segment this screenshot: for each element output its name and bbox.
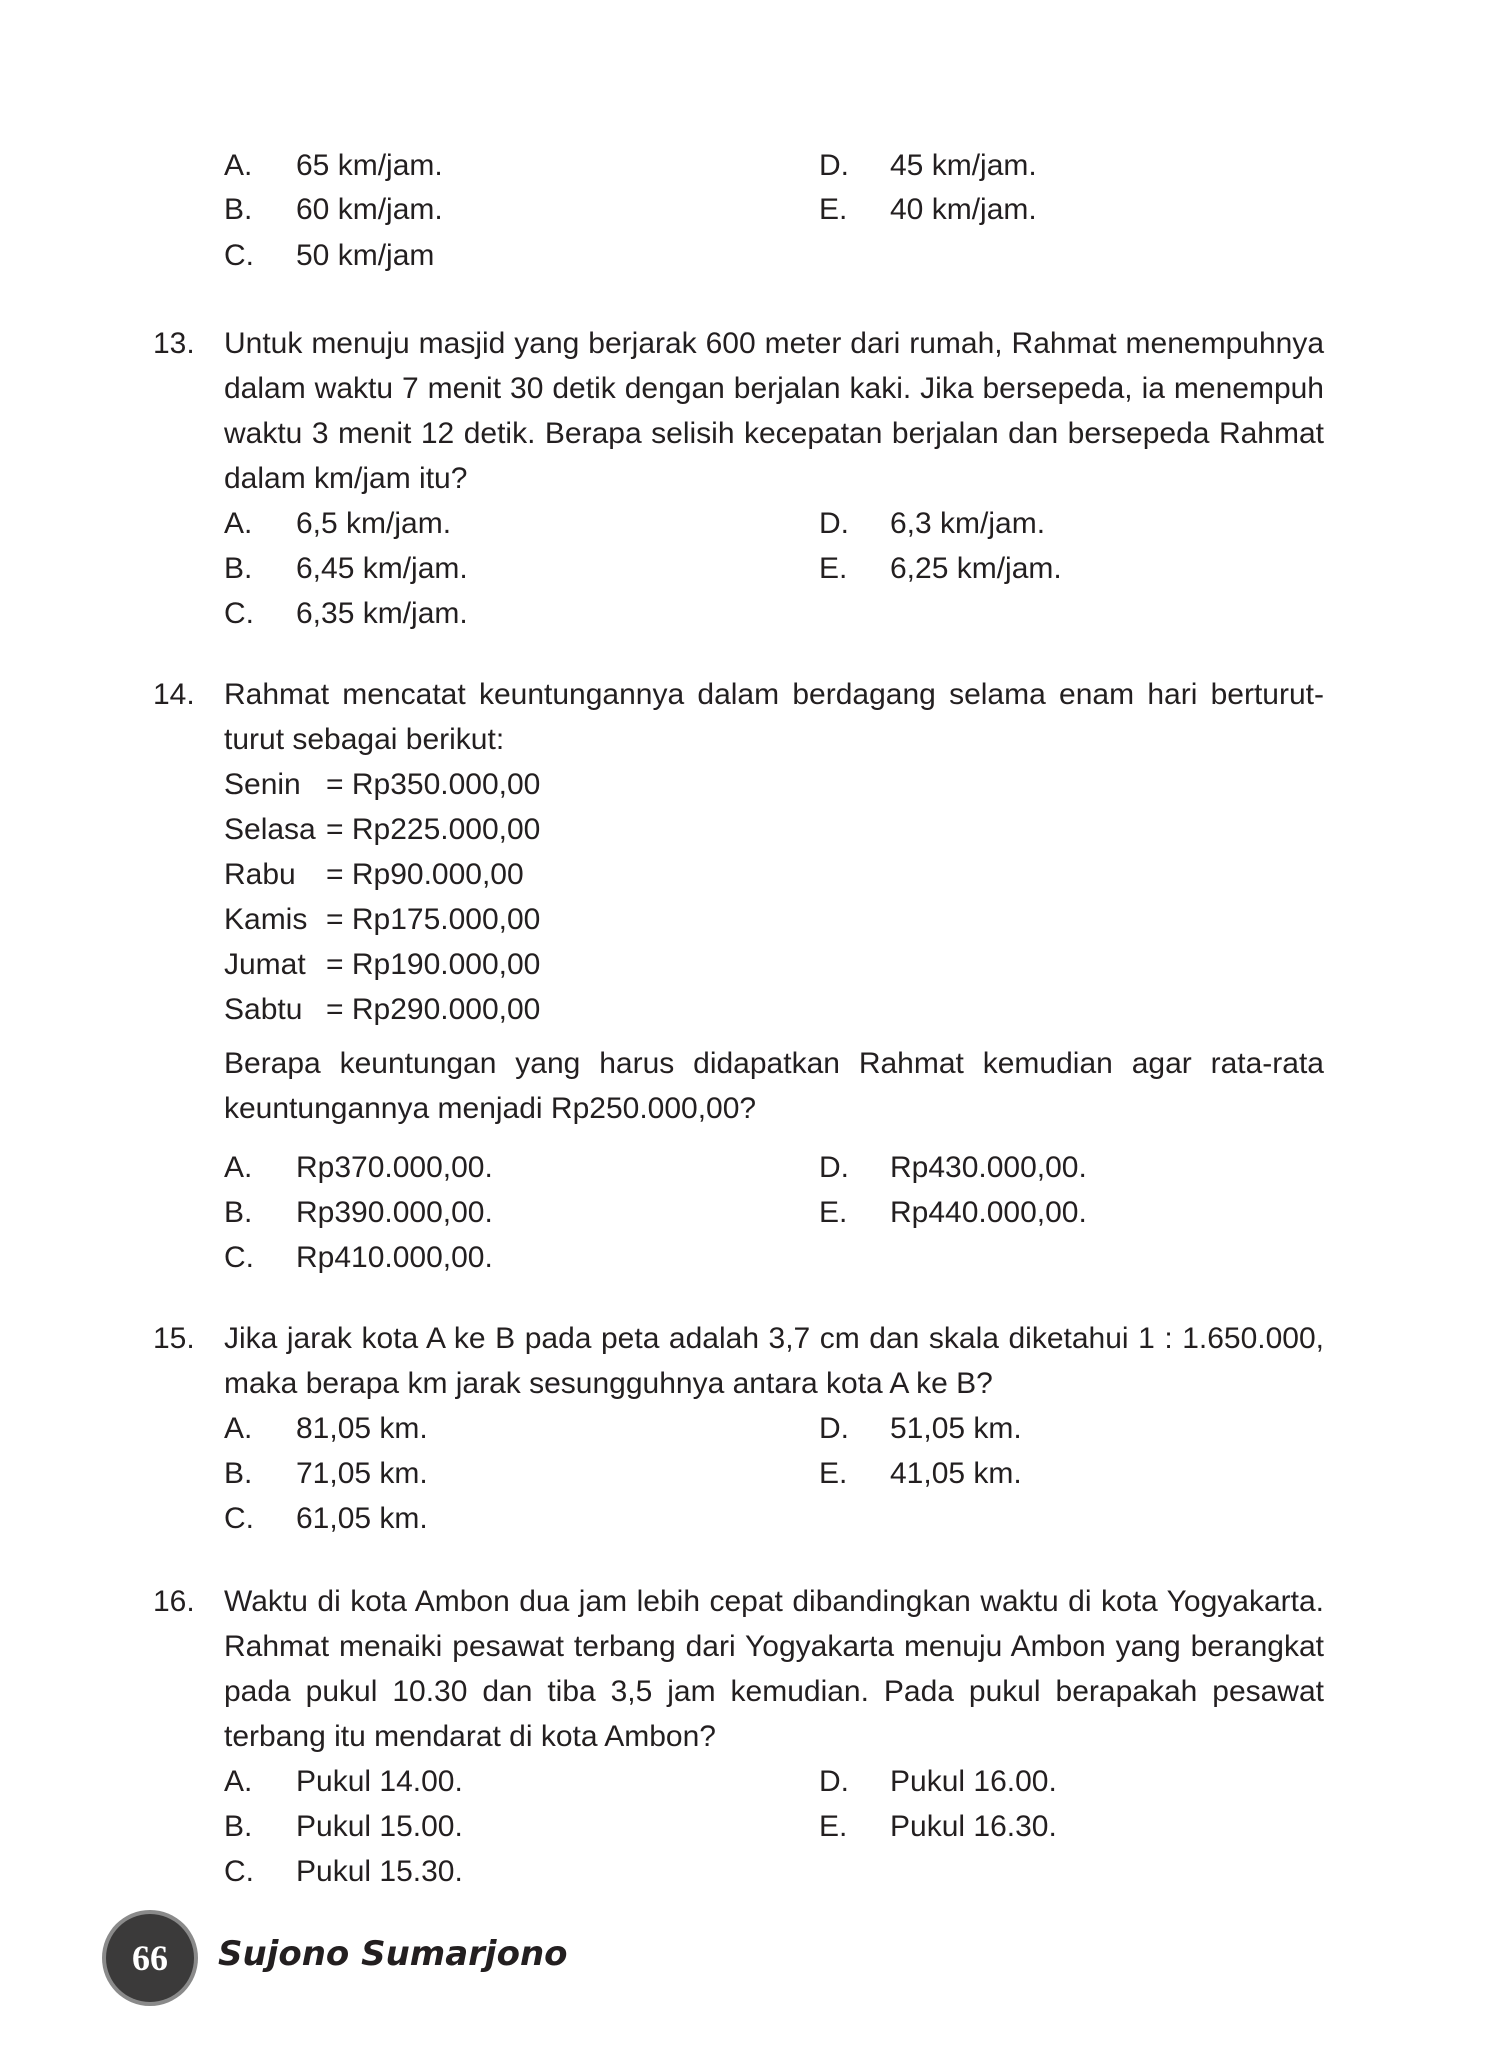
question-text-line: Rahmat mencatat keuntungannya dalam berdagang selama enam hari berturut- xyxy=(224,678,1324,711)
option-letter: B. xyxy=(224,1457,253,1490)
option-text: 61,05 km. xyxy=(296,1502,428,1535)
question-text-line: terbang itu mendarat di kota Ambon? xyxy=(224,1720,716,1753)
option-text: 40 km/jam. xyxy=(890,193,1037,226)
question-text-line: Berapa keuntungan yang harus didapatkan Rahmat kemudian agar rata-rata xyxy=(224,1047,1324,1080)
option-text: 6,45 km/jam. xyxy=(296,552,468,585)
day-amount: = Rp350.000,00 xyxy=(326,768,541,801)
option-text: Pukul 16.30. xyxy=(890,1810,1057,1843)
option-letter: C. xyxy=(224,1502,254,1535)
option-text: 81,05 km. xyxy=(296,1412,428,1445)
option-letter: C. xyxy=(224,1855,254,1888)
question-text-line: pada pukul 10.30 dan tiba 3,5 jam kemudian. Pada pukul berapakah pesawat xyxy=(224,1675,1324,1708)
day-amount: = Rp90.000,00 xyxy=(326,858,524,891)
option-text: 6,3 km/jam. xyxy=(890,507,1046,540)
option-letter: A. xyxy=(224,1151,253,1184)
option-letter: B. xyxy=(224,1810,253,1843)
day-amount: = Rp190.000,00 xyxy=(326,948,541,981)
option-text: 60 km/jam. xyxy=(296,193,443,226)
option-text: Rp410.000,00. xyxy=(296,1241,493,1274)
question-number: 16. xyxy=(153,1585,195,1618)
option-text: Pukul 16.00. xyxy=(890,1765,1057,1798)
question-text-line: dalam km/jam itu? xyxy=(224,462,468,495)
option-text: 71,05 km. xyxy=(296,1457,428,1490)
option-letter: E. xyxy=(819,1810,848,1843)
option-text: 41,05 km. xyxy=(890,1457,1022,1490)
option-letter: C. xyxy=(224,239,254,272)
page-number-badge xyxy=(106,1914,194,2002)
option-text: Pukul 15.00. xyxy=(296,1810,463,1843)
day-amount: = Rp225.000,00 xyxy=(326,813,541,846)
option-letter: A. xyxy=(224,149,253,182)
author-name: Sujono Sumarjono xyxy=(218,1934,568,1974)
option-letter: E. xyxy=(819,193,848,226)
question-text-line: Rahmat menaiki pesawat terbang dari Yogyakarta menuju Ambon yang berangkat xyxy=(224,1630,1324,1663)
option-text: 51,05 km. xyxy=(890,1412,1022,1445)
day-amount: = Rp290.000,00 xyxy=(326,993,541,1026)
option-text: Rp440.000,00. xyxy=(890,1196,1087,1229)
page-number: 66 xyxy=(132,1938,168,1978)
option-text: 45 km/jam. xyxy=(890,149,1037,182)
option-letter: B. xyxy=(224,193,253,226)
question-text-line: Untuk menuju masjid yang berjarak 600 meter dari rumah, Rahmat menempuhnya xyxy=(224,327,1324,360)
option-text: 6,25 km/jam. xyxy=(890,552,1062,585)
option-letter: C. xyxy=(224,597,254,630)
option-text: Rp370.000,00. xyxy=(296,1151,493,1184)
question-text-line: maka berapa km jarak sesungguhnya antara kota A ke B? xyxy=(224,1367,993,1400)
option-text: 50 km/jam xyxy=(296,239,435,272)
day-label: Senin xyxy=(224,768,301,801)
option-letter: A. xyxy=(224,1765,253,1798)
option-letter: D. xyxy=(819,1765,849,1798)
question-text-line: Waktu di kota Ambon dua jam lebih cepat dibandingkan waktu di kota Yogyakarta. xyxy=(224,1585,1324,1618)
option-letter: A. xyxy=(224,1412,253,1445)
option-letter: E. xyxy=(819,552,848,585)
option-letter: B. xyxy=(224,1196,253,1229)
option-letter: B. xyxy=(224,552,253,585)
option-letter: A. xyxy=(224,507,253,540)
question-text-line: Jika jarak kota A ke B pada peta adalah 3,7 cm dan skala diketahui 1 : 1.650.000, xyxy=(224,1322,1324,1355)
question-text-line: waktu 3 menit 12 detik. Berapa selisih kecepatan berjalan dan bersepeda Rahmat xyxy=(224,417,1324,450)
option-text: Pukul 15.30. xyxy=(296,1855,463,1888)
day-label: Selasa xyxy=(224,813,316,846)
option-letter: D. xyxy=(819,507,849,540)
option-text: Rp430.000,00. xyxy=(890,1151,1087,1184)
day-label: Jumat xyxy=(224,948,306,981)
question-text-line: keuntungannya menjadi Rp250.000,00? xyxy=(224,1092,757,1125)
day-amount: = Rp175.000,00 xyxy=(326,903,541,936)
option-text: 6,5 km/jam. xyxy=(296,507,452,540)
option-text: 65 km/jam. xyxy=(296,149,443,182)
option-letter: D. xyxy=(819,149,849,182)
option-letter: E. xyxy=(819,1196,848,1229)
question-number: 15. xyxy=(153,1322,195,1355)
day-label: Rabu xyxy=(224,858,296,891)
day-label: Kamis xyxy=(224,903,308,936)
question-number: 13. xyxy=(153,327,195,360)
question-text-line: dalam waktu 7 menit 30 detik dengan berjalan kaki. Jika bersepeda, ia menempuh xyxy=(224,372,1324,405)
option-letter: D. xyxy=(819,1412,849,1445)
question-text-line: turut sebagai berikut: xyxy=(224,723,505,756)
option-letter: E. xyxy=(819,1457,848,1490)
option-text: Rp390.000,00. xyxy=(296,1196,493,1229)
day-label: Sabtu xyxy=(224,993,303,1026)
question-number: 14. xyxy=(153,678,195,711)
option-letter: C. xyxy=(224,1241,254,1274)
option-letter: D. xyxy=(819,1151,849,1184)
option-text: 6,35 km/jam. xyxy=(296,597,468,630)
option-text: Pukul 14.00. xyxy=(296,1765,463,1798)
